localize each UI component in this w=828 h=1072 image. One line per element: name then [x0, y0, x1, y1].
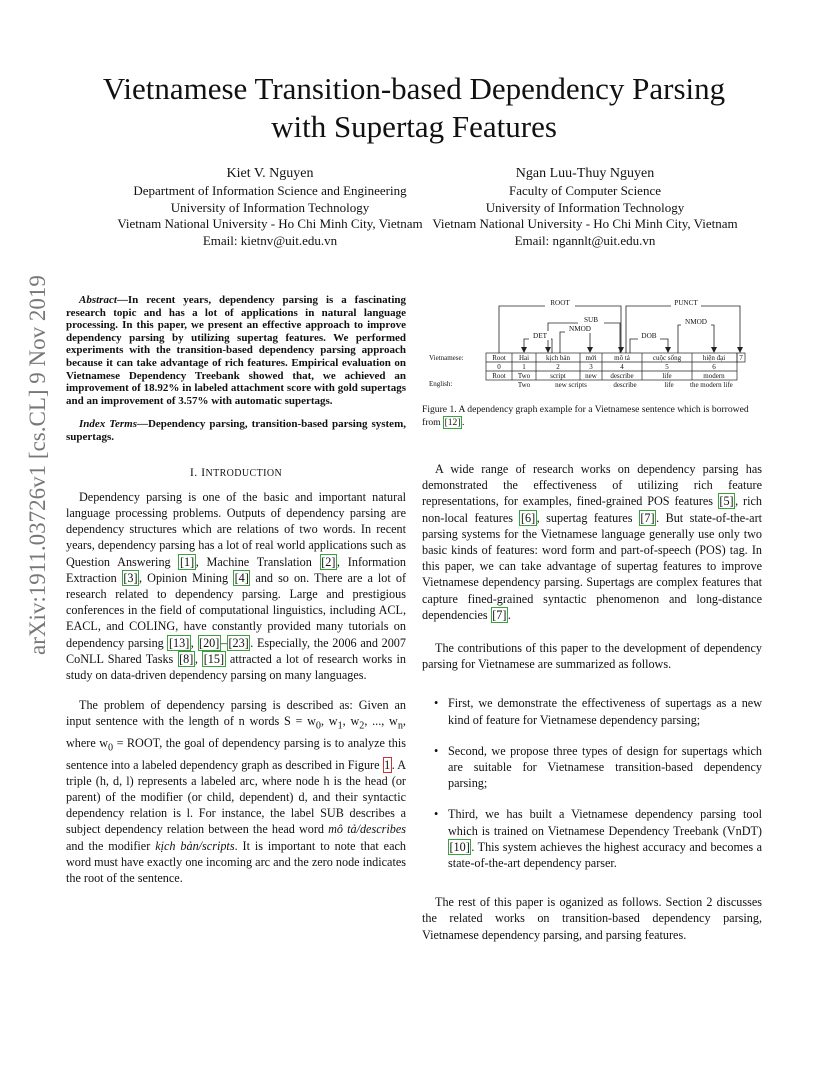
citation-link[interactable]: [23] [228, 635, 249, 650]
author-email: Email: kietnv@uit.edu.vn [202, 232, 338, 248]
vi-word: cuộc sống [652, 354, 682, 362]
section-title-initial: I [201, 464, 206, 479]
en-word: script [550, 372, 566, 380]
vi-word: Hai [518, 354, 530, 362]
word-index: 5 [665, 363, 669, 371]
en-word: new [585, 372, 597, 380]
en-word: Two [517, 372, 531, 380]
author-university: University of Information Technology [485, 199, 685, 215]
list-item: • First, we demonstrate the effectiveness of supertags as a new kind of feature for Vietnamese dependency parsing; [434, 696, 762, 727]
en-phrase: new scripts [555, 381, 587, 389]
word-index: 0 [497, 363, 501, 371]
citation-link[interactable]: [4] [234, 570, 249, 585]
bullet-glyph: • [434, 807, 439, 822]
vi-word: hiện đại [702, 354, 726, 362]
author-institution: Vietnam National University - Ho Chi Minh City, Vietnam [432, 216, 738, 231]
citation-link[interactable]: [10] [449, 839, 470, 854]
word-index: 3 [589, 363, 593, 371]
index-terms-lead: Index Terms [79, 418, 137, 431]
body-paragraph: The contributions of this paper to the development of dependency parsing for Vietnamese are summarized as follows. [422, 641, 762, 672]
figure-caption: Figure 1. A dependency graph example for a Vietnamese sentence which is borrowed from [12] . [422, 404, 749, 428]
index-terms [66, 418, 406, 443]
citation-link[interactable]: [8] [179, 651, 194, 666]
left-column [66, 294, 406, 886]
en-phrase: Two [517, 381, 531, 389]
arc-label: SUB [584, 316, 598, 324]
word-index: 4 [620, 363, 624, 371]
intro-paragraph-1: Dependency parsing is one of the basic and important natural language processing problems. Outputs of dependency parsing are dependency structures which are relations of two words. In recent years, dependency parsing has a lot of real world applications such as Question Answering [1] , Machine Translation [2] , Information Extraction [3] , Opinion Mining [4] and so on. There are a lot of research related to dependency parsing. Large and prestigious conferences in the field of computational linguistics, including ACL, EACL, and COLING, have constantly provided many tutorials on dependency parsing [13] , [20] – [23] . Especially, the 2006 and 2007 CoNLL Shared Tasks [8] , [15] attracted a lot of research works in study on data-driven dependency parsing on many languages. [66, 489, 407, 682]
author-department: Department of Information Science and Engineering [133, 183, 407, 198]
arxiv-side-stamp: arXiv:1911.03726v1 [cs.CL] 9 Nov 2019 [25, 275, 50, 655]
section-title-rest: NTRODUCTION [205, 467, 283, 479]
intro-paragraph-2: The problem of dependency parsing is described as: Given an input sentence with the length of n words $S = w_0$, $w_1$, $w_2$, ..., $w_n$, where $w_0$ = ROOT, the goal of dependency parsing is to analyze this sentence into a labeled dependency graph as described in Figure 1 . A triple (h, d, l) represents a labeled arc, where node h is the head (or parent) of the modifier (or child, dependent) d, and their syntactic dependency relation is l. For instance, the label SUB describes a subject dependency relation between the head word mô tả/describes and the modifier kịch bản/scripts. It is important to note that each word must have exactly one incoming arc and the zero node indicates the root of the sentence. [66, 698, 406, 886]
contributions-list [422, 695, 762, 871]
bullet-glyph: • [434, 696, 439, 711]
word-index: 2 [556, 363, 560, 371]
author-department: Faculty of Computer Science [509, 183, 661, 198]
word-index: 6 [712, 363, 716, 371]
citation-link[interactable]: [12] [444, 416, 461, 428]
en-phrase: life [664, 381, 674, 389]
section-heading-introduction [66, 464, 406, 482]
arc-label: PUNCT [674, 299, 698, 307]
abstract-lead: Abstract [79, 294, 117, 306]
citation-link[interactable]: [6] [520, 510, 536, 525]
citation-link[interactable]: [1] [179, 554, 195, 569]
en-phrase: describe [613, 381, 637, 389]
en-word: life [662, 372, 672, 380]
body-paragraph: A wide range of research works on dependency parsing has demonstrated the effectiveness of utilizing rich feature representations, for examples, fined-grained POS features [5] , rich non-local features [6] , supertag features [7] . But state-of-the-art parsing systems for the Vietnamese language generally use only two basic kinds of features: word form and part-of-speech (POS) tag. In this paper, we can take advantage of supertag features to improve Vietnamese dependency parsing. Supertags are complex features that capture fined-grained syntactic phenomenon and long-distance dependencies [7] . [422, 462, 763, 622]
en-word: describe [610, 372, 634, 380]
arc-label: NMOD [569, 325, 591, 333]
en-word: modern [703, 372, 725, 380]
section-number: I. [189, 464, 202, 479]
list-item: • Second, we propose three types of design for supertags which are suitable for Vietnamese transition-based dependency parsing; [434, 743, 762, 791]
right-column [422, 461, 762, 943]
abstract [66, 294, 406, 407]
citation-link[interactable]: [7] [640, 510, 655, 525]
citation-link[interactable]: [5] [719, 494, 734, 509]
vi-word: kịch bản [546, 354, 570, 362]
title-line-1: Vietnamese Transition-based Dependency Parsing [102, 71, 726, 106]
citation-link[interactable]: [13] [168, 635, 190, 650]
list-item: • Third, we has built a Vietnamese dependency parsing tool which is trained on Vietnamese Dependency Treebank (VnDT) [10] . This system achieves the highest accuracy and becomes a state-of-the-art dependency parser. [434, 807, 762, 871]
author-university: University of Information Technology [170, 199, 370, 215]
author-institution: Vietnam National University - Ho Chi Minh City, Vietnam [117, 216, 423, 231]
vi-word: Root [492, 354, 506, 362]
en-phrase: the modern life [690, 381, 733, 389]
row-label-vietnamese: Vietnamese: [429, 354, 464, 362]
citation-link[interactable]: [7] [492, 607, 507, 622]
author-block-2 [415, 165, 755, 249]
word-index: 1 [522, 363, 526, 371]
author-name: Kiet V. Nguyen [226, 166, 314, 181]
author-name: Ngan Luu-Thuy Nguyen [515, 166, 655, 181]
arc-label: DET [533, 332, 547, 340]
citation-link[interactable]: [15] [203, 651, 225, 666]
dependency-arcs [499, 306, 740, 353]
citation-link[interactable]: [2] [321, 554, 336, 569]
dependency-graph-figure [428, 292, 764, 392]
arrow-heads [521, 347, 743, 353]
arc-label: NMOD [685, 318, 707, 326]
citation-link[interactable]: [20] [199, 635, 220, 650]
en-word: Root [492, 372, 506, 380]
vi-word: mới [585, 354, 597, 362]
citation-link[interactable]: [3] [123, 570, 138, 585]
arc-label: ROOT [550, 299, 570, 307]
body-paragraph: The rest of this paper is oganized as follows. Section 2 discusses the related works on transition-based dependency parsing, Vietnamese dependency parsing, and parsing features. [422, 895, 762, 942]
figure-reference-link[interactable]: 1 [384, 757, 391, 772]
row-label-english: English: [429, 380, 453, 388]
arc-label: DOB [641, 332, 657, 340]
index-terms-text: —Dependency parsing, transition-based parsing system, supertags. [66, 418, 406, 443]
vi-word: mô tả [614, 354, 630, 362]
author-email: Email: ngannlt@uit.edu.vn [514, 232, 656, 248]
abstract-text: —In recent years, dependency parsing is a fascinating research topic and has a lot of applications in natural language processing. In this paper, we present an effective approach to improve dependency parsing by utilizing supertag features. We performed experiments with the transition-based dependency parsing approach because it can take advantage of rich features. Empirical evaluation on Vietnamese Dependency Treebank showed that, we achieved an improvement of 18.92% in labeled attachment score with gold supertags and an improvement of 3.57% with automatic supertags. [66, 294, 406, 407]
bullet-glyph: • [434, 743, 439, 758]
paper-title [40, 70, 788, 146]
word-index: 7 [739, 354, 743, 362]
title-line-2: with Supertag Features [271, 109, 557, 144]
